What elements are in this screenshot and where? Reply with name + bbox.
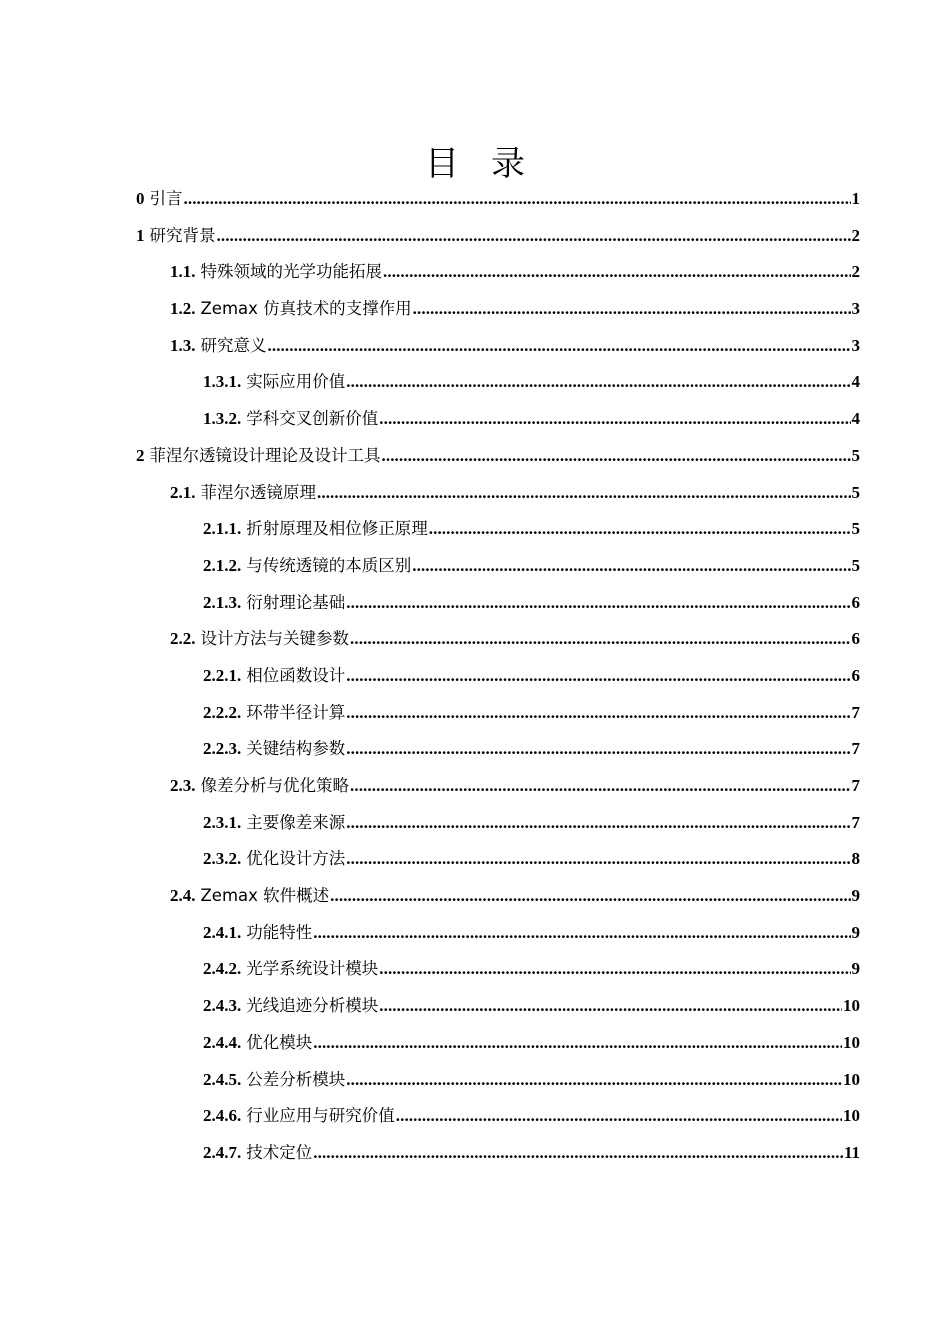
toc-dot-leader	[313, 915, 850, 952]
toc-entry-title: 设计方法与关键参数	[200, 629, 349, 649]
toc-dot-leader	[184, 181, 851, 218]
toc-entry-title: 折射原理及相位修正原理	[246, 519, 428, 539]
toc-entry-title: Zemax 软件概述	[200, 886, 330, 906]
toc-entry-number: 2.3.	[170, 776, 196, 795]
toc-list	[136, 181, 860, 1172]
toc-dot-leader	[346, 841, 850, 878]
toc-entry-title: 研究意义	[200, 335, 267, 355]
toc-entry-number: 2.2.1.	[203, 665, 242, 685]
toc-entry[interactable]	[136, 1025, 860, 1062]
toc-entry-page: 10	[843, 996, 860, 1016]
toc-entry-page: 5	[851, 482, 860, 502]
toc-entry-page: 11	[843, 1142, 860, 1162]
toc-entry-number: 2.4.6.	[203, 1106, 242, 1126]
toc-entry-title: 特殊领域的光学功能拓展	[200, 262, 382, 282]
toc-entry-page: 7	[851, 812, 860, 832]
toc-dot-leader	[346, 1062, 842, 1099]
toc-entry-number: 2.2.3.	[203, 739, 242, 759]
toc-entry-number: 1.3.2.	[203, 409, 242, 429]
toc-entry-title: 菲涅尔透镜设计理论及设计工具	[149, 445, 381, 465]
toc-entry-number: 2.4.4.	[203, 1032, 242, 1052]
toc-entry-page: 10	[843, 1069, 860, 1089]
toc-entry-page: 9	[851, 922, 860, 942]
toc-title	[0, 142, 950, 186]
toc-title-char-1: 目	[425, 144, 459, 184]
toc-entry-number: 2.4.5.	[203, 1069, 242, 1089]
toc-entry[interactable]	[136, 181, 860, 218]
toc-dot-leader	[317, 475, 851, 512]
toc-entry-number: 2.4.	[170, 886, 196, 906]
toc-dot-leader	[217, 218, 851, 255]
toc-entry[interactable]	[136, 731, 860, 768]
toc-entry-number: 2.1.2.	[203, 555, 242, 575]
toc-entry-title: 功能特性	[246, 922, 313, 942]
toc-entry-page: 6	[851, 629, 860, 649]
toc-dot-leader	[382, 438, 851, 475]
toc-entry-page: 2	[851, 225, 860, 245]
toc-entry[interactable]	[136, 1062, 860, 1099]
toc-dot-leader	[412, 548, 850, 585]
toc-entry[interactable]	[136, 548, 860, 585]
toc-entry[interactable]	[136, 841, 860, 878]
toc-entry-page: 4	[851, 372, 860, 392]
toc-entry-number: 2.4.2.	[203, 959, 242, 979]
toc-entry-title: 研究背景	[149, 225, 216, 245]
toc-entry-title: 技术定位	[246, 1142, 313, 1162]
toc-entry-page: 3	[851, 335, 860, 355]
toc-dot-leader	[330, 878, 850, 915]
toc-entry-title: 相位函数设计	[246, 665, 346, 685]
toc-entry-page: 2	[851, 262, 860, 282]
toc-dot-leader	[379, 401, 850, 438]
toc-entry-title: 与传统透镜的本质区别	[246, 555, 412, 575]
toc-entry[interactable]	[136, 988, 860, 1025]
toc-entry-title: 光学系统设计模块	[246, 959, 379, 979]
toc-entry-number: 2.3.2.	[203, 849, 242, 869]
toc-entry-title: 优化设计方法	[246, 849, 346, 869]
toc-entry[interactable]	[136, 475, 860, 512]
toc-entry-page: 6	[851, 592, 860, 612]
toc-dot-leader	[383, 254, 851, 291]
toc-entry[interactable]	[136, 328, 860, 365]
toc-dot-leader	[379, 951, 850, 988]
toc-entry-page: 5	[851, 445, 860, 465]
toc-entry-title: 环带半径计算	[246, 702, 346, 722]
toc-entry-page: 7	[851, 739, 860, 759]
toc-dot-leader	[350, 768, 851, 805]
toc-entry-number: 2.1.1.	[203, 519, 242, 539]
toc-entry[interactable]	[136, 621, 860, 658]
toc-dot-leader	[346, 731, 850, 768]
toc-entry[interactable]	[136, 951, 860, 988]
toc-entry-title: 优化模块	[246, 1032, 313, 1052]
toc-entry-number: 2.4.1.	[203, 922, 242, 942]
toc-entry[interactable]	[136, 768, 860, 805]
toc-entry-number: 1.1.	[170, 262, 196, 282]
toc-dot-leader	[268, 328, 851, 365]
toc-dot-leader	[313, 1025, 842, 1062]
toc-entry-number: 0	[136, 189, 145, 208]
toc-entry[interactable]	[136, 291, 860, 328]
toc-entry-page: 1	[851, 189, 860, 208]
toc-entry-number: 2	[136, 445, 145, 465]
toc-dot-leader	[313, 1135, 843, 1172]
toc-dot-leader	[346, 805, 850, 842]
toc-entry-page: 10	[843, 1032, 860, 1052]
toc-entry-page: 7	[851, 702, 860, 722]
toc-entry-page: 3	[851, 299, 860, 319]
toc-entry-page: 4	[851, 409, 860, 429]
toc-entry[interactable]	[136, 254, 860, 291]
toc-entry[interactable]	[136, 658, 860, 695]
toc-entry-title: 主要像差来源	[246, 812, 346, 832]
toc-entry-title: 关键结构参数	[246, 739, 346, 759]
toc-entry-page: 10	[843, 1106, 860, 1126]
toc-entry[interactable]	[136, 401, 860, 438]
toc-entry[interactable]	[136, 915, 860, 952]
toc-entry-page: 9	[851, 959, 860, 979]
toc-entry-page: 9	[851, 886, 860, 906]
toc-entry-number: 1.3.1.	[203, 372, 242, 392]
toc-entry[interactable]	[136, 1098, 860, 1135]
toc-dot-leader	[413, 291, 851, 328]
toc-entry-page: 8	[851, 849, 860, 869]
toc-entry[interactable]	[136, 1135, 860, 1172]
toc-entry-number: 2.4.3.	[203, 996, 242, 1016]
toc-entry-number: 1.3.	[170, 335, 196, 355]
toc-entry-page: 6	[851, 665, 860, 685]
toc-dot-leader	[346, 585, 850, 622]
toc-entry[interactable]	[136, 218, 860, 255]
toc-entry-number: 2.2.2.	[203, 702, 242, 722]
toc-entry-title: 菲涅尔透镜原理	[200, 482, 316, 502]
toc-entry-page: 5	[851, 519, 860, 539]
toc-entry-number: 1	[136, 225, 145, 245]
toc-dot-leader	[346, 695, 850, 732]
toc-entry-number: 2.2.	[170, 629, 196, 649]
toc-entry[interactable]	[136, 438, 860, 475]
toc-entry-number: 2.1.	[170, 482, 196, 502]
toc-entry-number: 2.1.3.	[203, 592, 242, 612]
toc-title-char-2: 录	[491, 144, 525, 184]
toc-dot-leader	[346, 658, 850, 695]
toc-entry[interactable]	[136, 695, 860, 732]
toc-entry-title: 光线追迹分析模块	[246, 996, 379, 1016]
toc-entry-title: 引言	[149, 189, 183, 208]
toc-entry[interactable]	[136, 511, 860, 548]
toc-entry[interactable]	[136, 585, 860, 622]
toc-entry[interactable]	[136, 364, 860, 401]
toc-entry-title: Zemax 仿真技术的支撑作用	[200, 299, 412, 319]
toc-entry-title: 学科交叉创新价值	[246, 409, 379, 429]
toc-entry-page: 5	[851, 555, 860, 575]
toc-dot-leader	[350, 621, 851, 658]
toc-entry-number: 2.3.1.	[203, 812, 242, 832]
toc-dot-leader	[429, 511, 851, 548]
toc-entry-number: 1.2.	[170, 299, 196, 319]
toc-dot-leader	[379, 988, 842, 1025]
toc-entry-title: 衍射理论基础	[246, 592, 346, 612]
toc-entry-page: 7	[851, 776, 860, 795]
toc-entry-number: 2.4.7.	[203, 1142, 242, 1162]
toc-entry-title: 行业应用与研究价值	[246, 1106, 395, 1126]
toc-dot-leader	[396, 1098, 842, 1135]
toc-entry[interactable]	[136, 878, 860, 915]
toc-entry[interactable]	[136, 805, 860, 842]
toc-entry-title: 公差分析模块	[246, 1069, 346, 1089]
toc-entry-title: 像差分析与优化策略	[200, 776, 349, 795]
toc-entry-title: 实际应用价值	[246, 372, 346, 392]
toc-dot-leader	[346, 364, 850, 401]
